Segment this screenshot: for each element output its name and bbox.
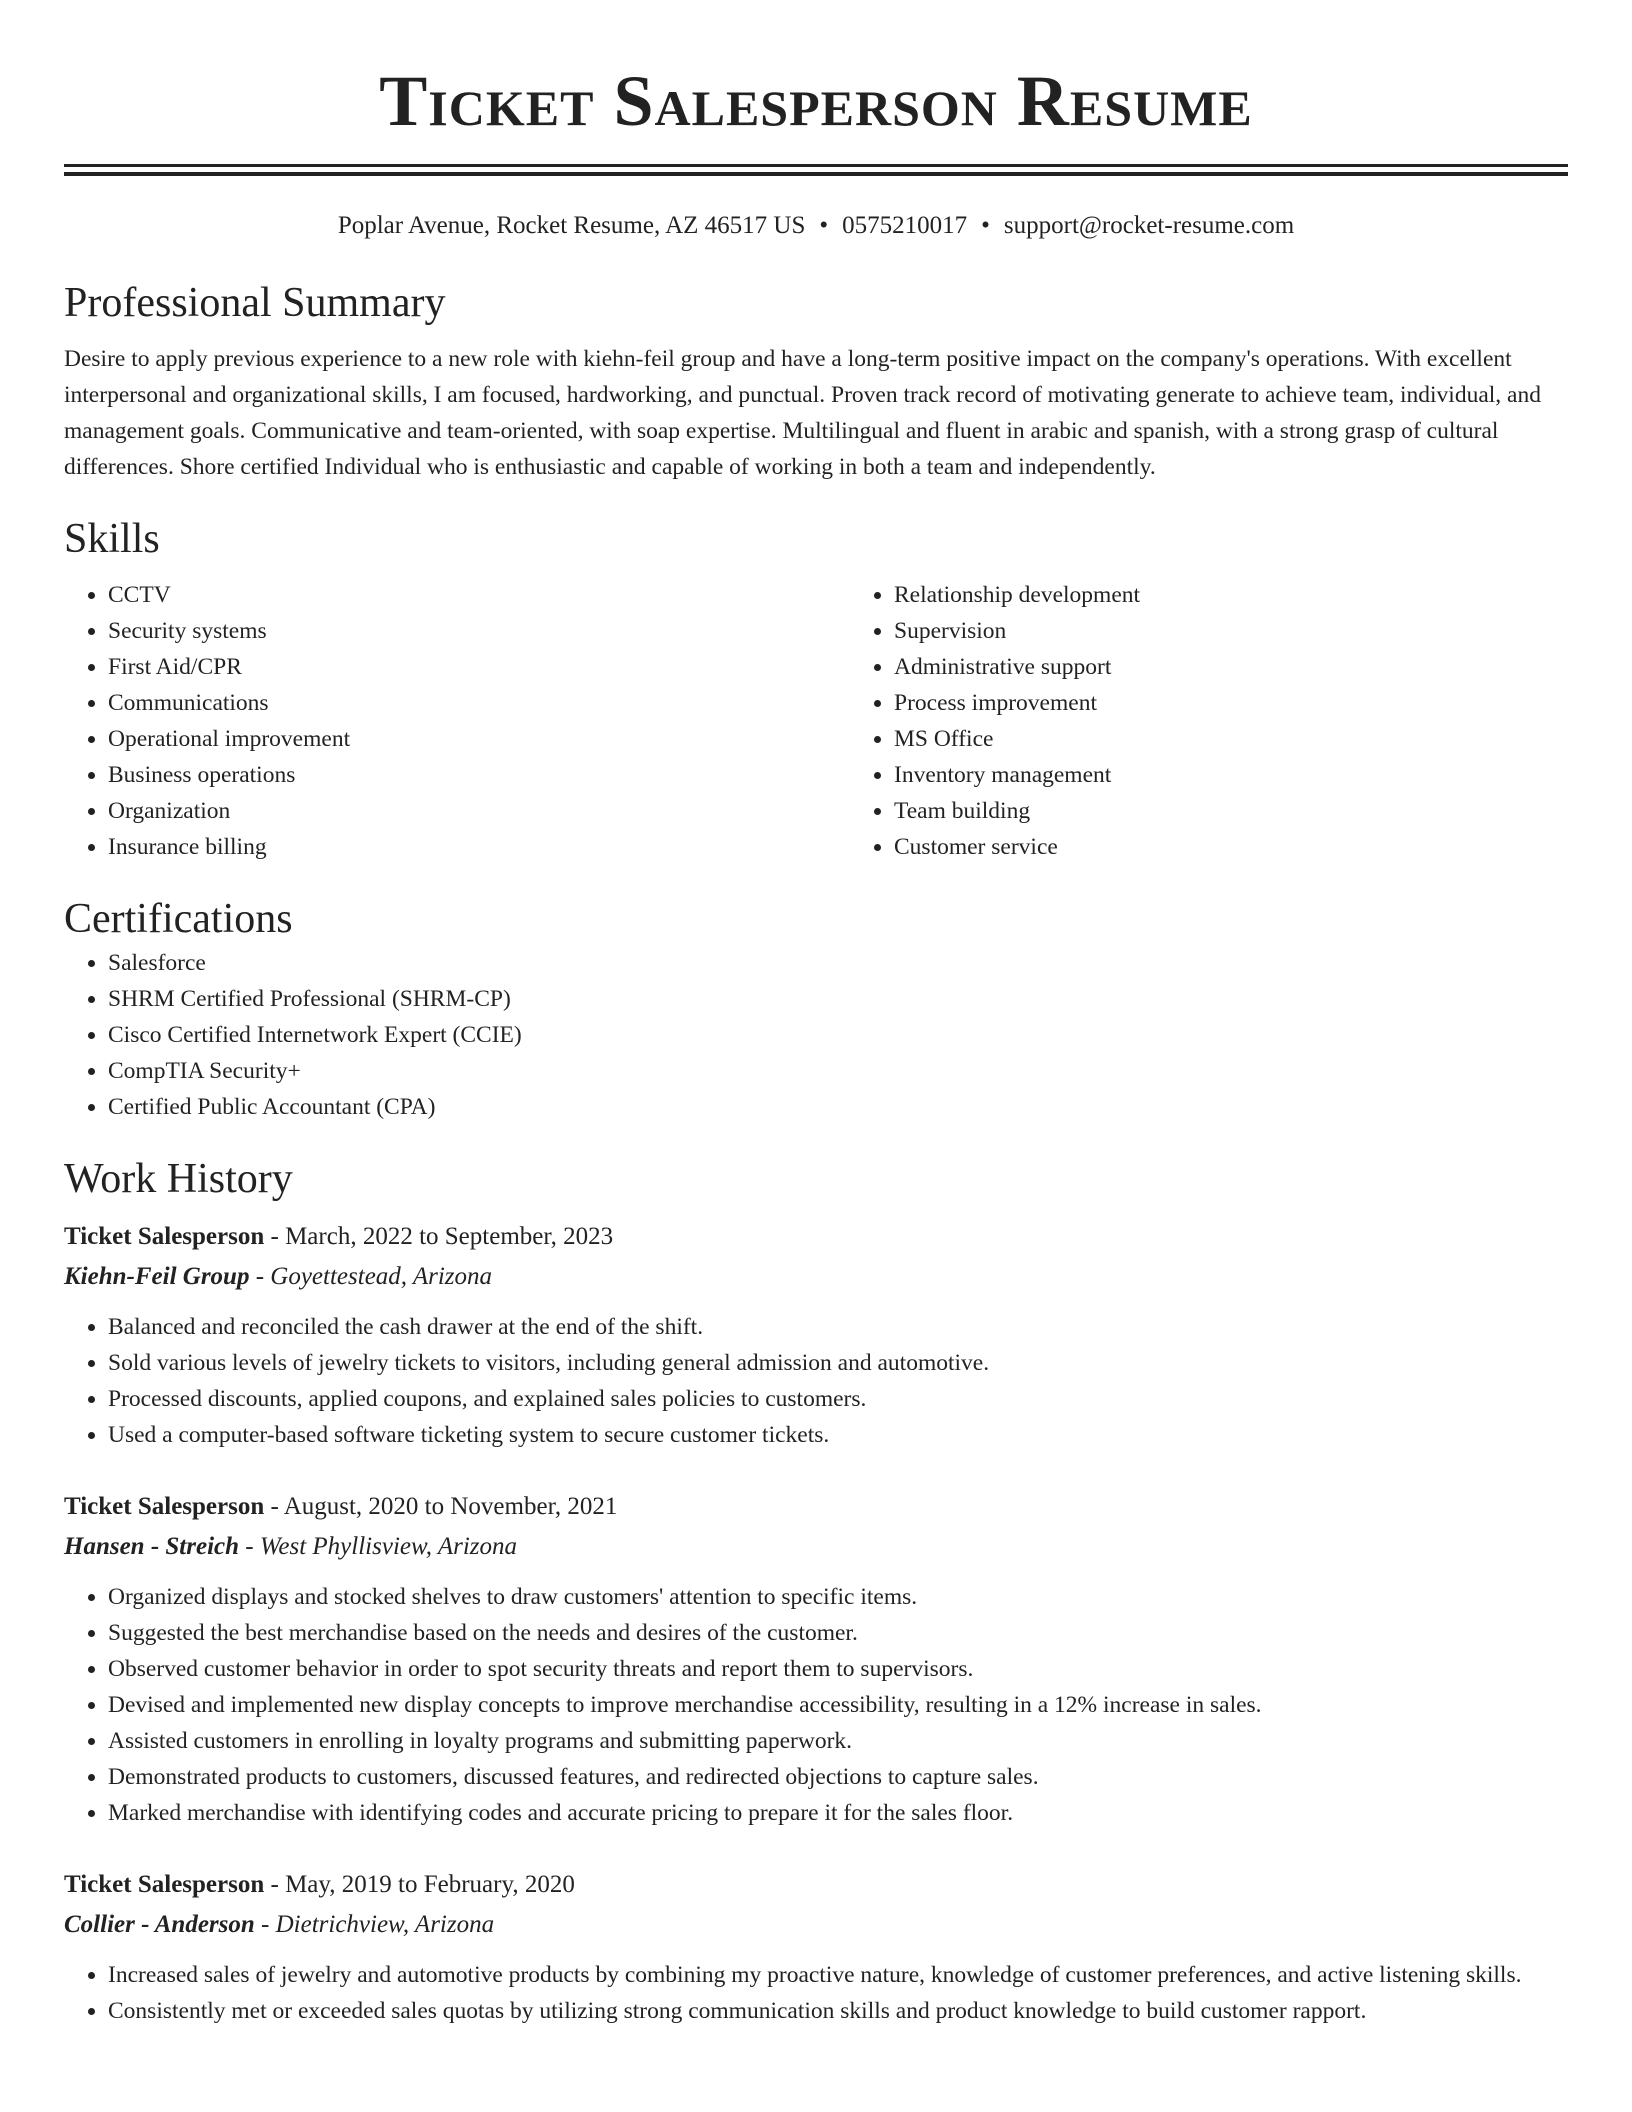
contact-phone: 0575210017	[842, 212, 968, 239]
job-bullets	[64, 1957, 1568, 2029]
skill-item: • Process improvement	[894, 685, 1568, 721]
job-dates: March, 2022 to September, 2023	[285, 1223, 614, 1250]
skills-heading: Skills	[64, 516, 160, 562]
skill-item: • Communications	[108, 685, 850, 721]
job-bullet: • Organized displays and stocked shelves to draw customers' attention to specific items.	[108, 1579, 1568, 1615]
summary-text: Desire to apply previous experience to a new role with kiehn-feil group and have a long-term positive impact on the company's operations. With excellent interpersonal and organizational skills, I am focused, hardworking, and punctual. Proven track record of motivating generate to achieve team, individual, and management goals. Communicative and team-oriented, with soap expertise. Multilingual and fluent in arabic and spanish, with a strong grasp of cultural differences. Shore certified Individual who is enthusiastic and capable of working in both a team and independently.	[64, 346, 1541, 480]
resume-content	[64, 0, 1568, 2029]
job-title: Ticket Salesperson	[64, 1871, 265, 1898]
summary-heading: Professional Summary	[64, 280, 446, 326]
job-dash: -	[254, 1911, 276, 1938]
job-company-line	[64, 1905, 1568, 1945]
skill-item: • Security systems	[108, 613, 850, 649]
job-company-line	[64, 1527, 1568, 1567]
skill-item: • Supervision	[894, 613, 1568, 649]
skill-item: • Inventory management	[894, 757, 1568, 793]
job-company: Kiehn-Feil Group	[64, 1263, 250, 1290]
job-company: Collier - Anderson	[64, 1911, 255, 1938]
job-dash: -	[264, 1223, 286, 1250]
job-bullet: • Assisted customers in enrolling in loyalty programs and submitting paperwork.	[108, 1723, 1568, 1759]
skill-item: • Organization	[108, 793, 850, 829]
contact-address: Poplar Avenue, Rocket Resume, AZ 46517 US	[337, 212, 806, 239]
job-bullet: • Demonstrated products to customers, discussed features, and redirected objections to capture sales.	[108, 1759, 1568, 1795]
job-bullets	[64, 1309, 1568, 1453]
skill-item: • CCTV	[108, 577, 850, 613]
skill-item: • Insurance billing	[108, 829, 850, 865]
contact-separator: •	[819, 212, 829, 239]
job-entry	[64, 1487, 1568, 1831]
work-history-heading: Work History	[64, 1156, 293, 1202]
job-bullet: • Balanced and reconciled the cash drawer at the end of the shift.	[108, 1309, 1568, 1345]
job-location: West Phyllisview, Arizona	[259, 1533, 518, 1560]
job-dash: -	[249, 1263, 271, 1290]
job-bullet: • Increased sales of jewelry and automotive products by combining my proactive nature, knowledge of customer preferences, and active listening skills.	[108, 1957, 1568, 1993]
skill-item: • Relationship development	[894, 577, 1568, 613]
certifications-list	[64, 945, 1568, 1125]
certifications-heading: Certifications	[64, 896, 293, 942]
job-location: Dietrichview, Arizona	[275, 1911, 495, 1938]
job-bullet: • Suggested the best merchandise based on the needs and desires of the customer.	[108, 1615, 1568, 1651]
certification-item: • Certified Public Accountant (CPA)	[108, 1089, 1568, 1125]
skill-item: • Operational improvement	[108, 721, 850, 757]
certification-item: • Cisco Certified Internetwork Expert (CCIE)	[108, 1017, 1568, 1053]
job-title-line	[64, 1865, 1568, 1905]
job-title: Ticket Salesperson	[64, 1223, 265, 1250]
certification-item: • SHRM Certified Professional (SHRM-CP)	[108, 981, 1568, 1017]
job-dates: August, 2020 to November, 2021	[283, 1493, 618, 1520]
job-entry	[64, 1217, 1568, 1453]
skills-list-right	[850, 577, 1568, 865]
page-title: Ticket Salesperson Resume	[379, 61, 1253, 141]
job-bullet: • Sold various levels of jewelry tickets to visitors, including general admission and automotive.	[108, 1345, 1568, 1381]
certification-item: • CompTIA Security+	[108, 1053, 1568, 1089]
job-bullet: • Marked merchandise with identifying codes and accurate pricing to prepare it for the sales floor.	[108, 1795, 1568, 1831]
job-dates: May, 2019 to February, 2020	[285, 1871, 575, 1898]
skill-item: • Customer service	[894, 829, 1568, 865]
contact-line	[64, 209, 1568, 243]
skills-list-left	[64, 577, 850, 865]
job-bullet: • Observed customer behavior in order to spot security threats and report them to supervisors.	[108, 1651, 1568, 1687]
job-bullet: • Consistently met or exceeded sales quotas by utilizing strong communication skills and product knowledge to build customer rapport.	[108, 1993, 1568, 2029]
job-bullets	[64, 1579, 1568, 1831]
certification-item: • Salesforce	[108, 945, 1568, 981]
skill-item: • Business operations	[108, 757, 850, 793]
job-dash: -	[264, 1871, 286, 1898]
job-dash: -	[239, 1533, 260, 1560]
job-company-line	[64, 1257, 1568, 1297]
skill-item: • Team building	[894, 793, 1568, 829]
job-bullet: • Processed discounts, applied coupons, and explained sales policies to customers.	[108, 1381, 1568, 1417]
job-bullet: • Devised and implemented new display concepts to improve merchandise accessibility, resulting in a 12% increase in sales.	[108, 1687, 1568, 1723]
job-title: Ticket Salesperson	[64, 1493, 265, 1520]
job-title-line	[64, 1487, 1568, 1527]
contact-email: support@rocket-resume.com	[1003, 212, 1295, 239]
title-divider-thin	[64, 164, 1568, 167]
job-bullet: • Used a computer-based software ticketing system to secure customer tickets.	[108, 1417, 1568, 1453]
job-location: Goyettestead, Arizona	[270, 1263, 493, 1290]
job-dash: -	[264, 1493, 284, 1520]
title-divider-thick	[64, 172, 1568, 176]
job-entry	[64, 1865, 1568, 2029]
skill-item: • First Aid/CPR	[108, 649, 850, 685]
job-company: Hansen - Streich	[64, 1533, 240, 1560]
skill-item: • MS Office	[894, 721, 1568, 757]
skill-item: • Administrative support	[894, 649, 1568, 685]
skills-columns	[64, 577, 1568, 865]
contact-separator: •	[981, 212, 990, 239]
job-title-line	[64, 1217, 1568, 1257]
